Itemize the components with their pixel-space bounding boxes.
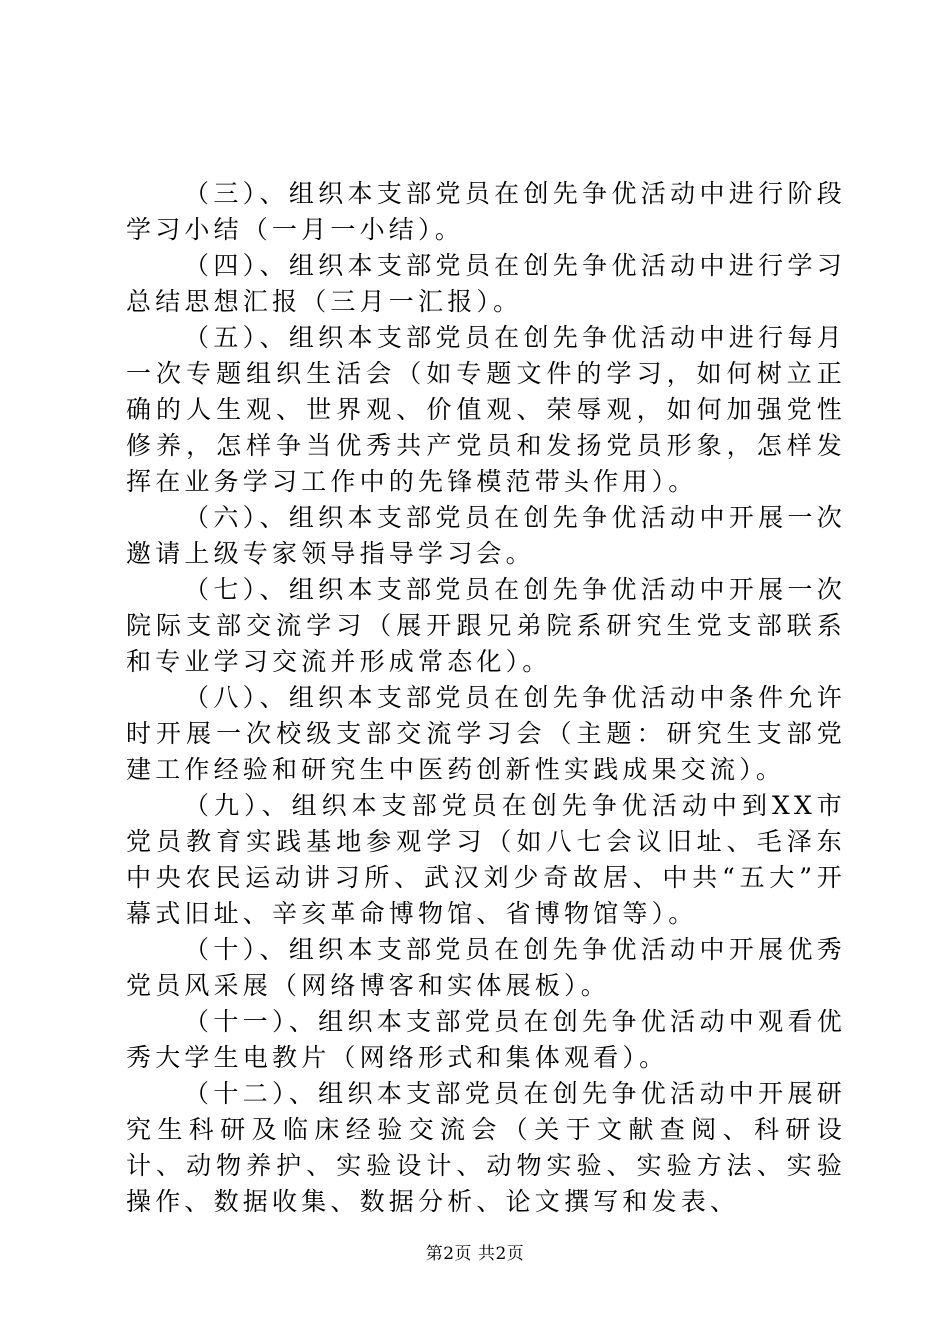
paragraph-item-10: （十）、组织本支部党员在创先争优活动中开展优秀党员风采展（网络博客和实体展板）。: [126, 935, 846, 1000]
paragraph-item-7: （七）、组织本支部党员在创先争优活动中开展一次院际支部交流学习（展开跟兄弟院系研究生党支部联系和专业学习交流并形成常态化）。: [126, 575, 846, 676]
paragraph-item-12: （十二）、组织本支部党员在创先争优活动中开展研究生科研及临床经验交流会（关于文献查阅、科研设计、动物养护、实验设计、动物实验、实验方法、实验操作、数据收集、数据分析、论文撰写和发表、: [126, 1079, 846, 1216]
paragraph-item-8: （八）、组织本支部党员在创先争优活动中条件允许时开展一次校级支部交流学习会（主题：研究生支部党建工作经验和研究生中医药创新性实践成果交流）。: [126, 683, 846, 784]
paragraph-item-4: （四）、组织本支部党员在创先争优活动中进行学习总结思想汇报（三月一汇报）。: [126, 251, 846, 316]
paragraph-item-9: （九）、组织本支部党员在创先争优活动中到XX市党员教育实践基地参观学习（如八七会议旧址、毛泽东中央农民运动讲习所、武汉刘少奇故居、中共“五大”开幕式旧址、辛亥革命博物馆、省博物馆等）。: [126, 791, 846, 928]
document-body: [126, 176, 846, 1220]
paragraph-item-5: （五）、组织本支部党员在创先争优活动中进行每月一次专题组织生活会（如专题文件的学习，如何树立正确的人生观、世界观、价值观、荣辱观，如何加强党性修养，怎样争当优秀共产党员和发扬党员形象，怎样发挥在业务学习工作中的先锋模范带头作用）。: [126, 323, 846, 496]
page-number: 第2页 共2页: [425, 1244, 525, 1264]
page-footer: [0, 1242, 950, 1266]
paragraph-item-6: （六）、组织本支部党员在创先争优活动中开展一次邀请上级专家领导指导学习会。: [126, 503, 846, 568]
paragraph-item-11: （十一）、组织本支部党员在创先争优活动中观看优秀大学生电教片（网络形式和集体观看）。: [126, 1007, 846, 1072]
paragraph-item-3: （三）、组织本支部党员在创先争优活动中进行阶段学习小结（一月一小结）。: [126, 179, 846, 244]
